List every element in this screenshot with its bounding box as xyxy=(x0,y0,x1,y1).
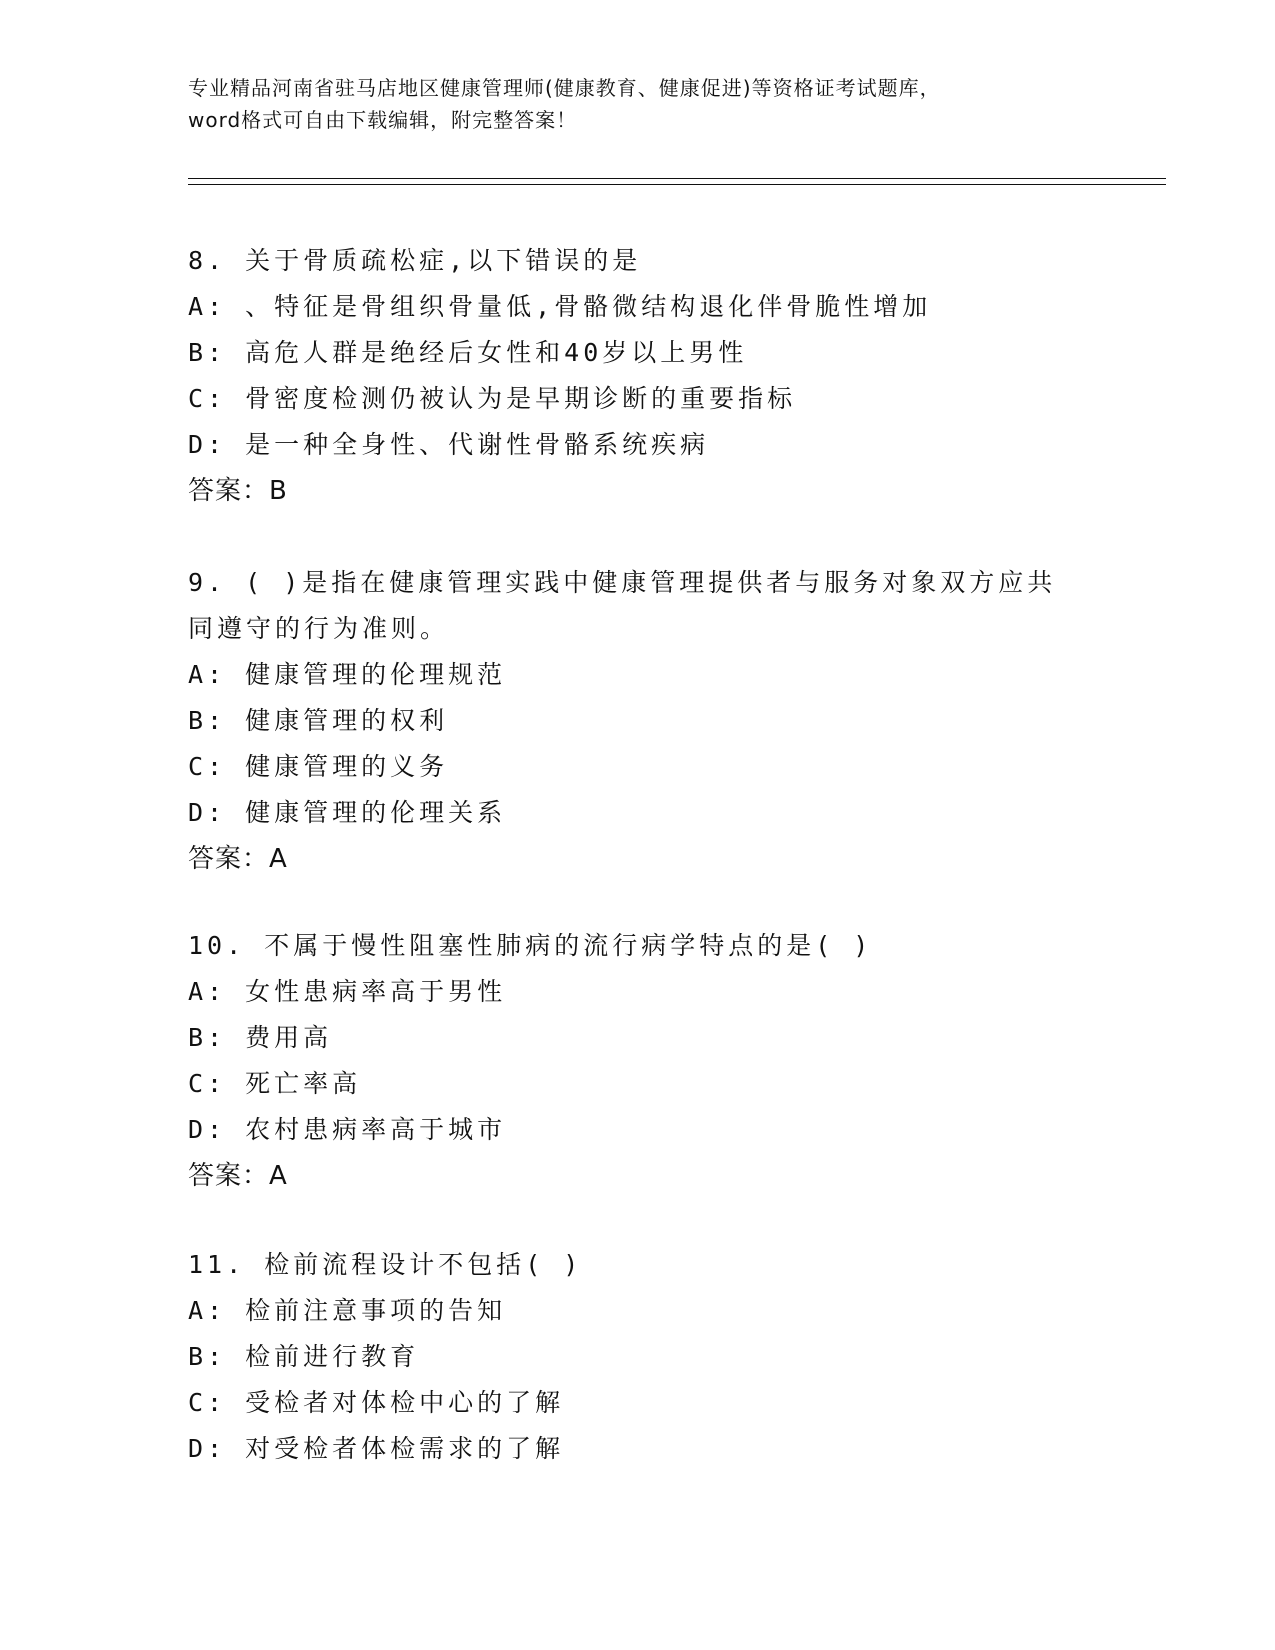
header-title-line-1: 专业精品河南省驻马店地区健康管理师(健康教育、健康促进)等资格证考试题库， xyxy=(188,76,941,100)
option-a: A: 检前注意事项的告知 xyxy=(188,1296,507,1325)
answer: 答案：A xyxy=(188,844,288,874)
header-title-line-2: word格式可自由下载编辑，附完整答案！ xyxy=(188,108,578,132)
option-d: D: 农村患病率高于城市 xyxy=(188,1115,507,1144)
option-a: A: 女性患病率高于男性 xyxy=(188,977,507,1006)
option-d: D: 是一种全身性、代谢性骨骼系统疾病 xyxy=(188,430,710,459)
option-c: C: 健康管理的义务 xyxy=(188,752,449,781)
question-9 xyxy=(188,560,1128,882)
option-c: C: 死亡率高 xyxy=(188,1069,362,1098)
option-d: D: 对受检者体检需求的了解 xyxy=(188,1434,565,1463)
option-b: B: 健康管理的权利 xyxy=(188,706,449,735)
question-stem-line-2: 同遵守的行为准则。 xyxy=(188,614,450,643)
question-stem: 11. 检前流程设计不包括( ) xyxy=(188,1250,583,1279)
question-stem-line-1: 9. ( )是指在健康管理实践中健康管理提供者与服务对象双方应共 xyxy=(188,568,1057,597)
question-11 xyxy=(188,1242,1128,1472)
question-stem: 8. 关于骨质疏松症,以下错误的是 xyxy=(188,246,642,275)
answer: 答案：A xyxy=(188,1161,288,1191)
header-divider-top xyxy=(188,178,1166,179)
question-10 xyxy=(188,923,1128,1199)
option-c: C: 受检者对体检中心的了解 xyxy=(188,1388,565,1417)
option-b: B: 检前进行教育 xyxy=(188,1342,420,1371)
option-b: B: 费用高 xyxy=(188,1023,333,1052)
question-stem: 10. 不属于慢性阻塞性肺病的流行病学特点的是( ) xyxy=(188,931,873,960)
option-b: B: 高危人群是绝经后女性和40岁以上男性 xyxy=(188,338,748,367)
header-divider-bottom xyxy=(188,184,1166,185)
document-header xyxy=(188,72,1088,136)
option-a: A: 健康管理的伦理规范 xyxy=(188,660,507,689)
option-c: C: 骨密度检测仍被认为是早期诊断的重要指标 xyxy=(188,384,797,413)
option-d: D: 健康管理的伦理关系 xyxy=(188,798,507,827)
answer: 答案：B xyxy=(188,476,288,506)
question-8 xyxy=(188,238,1128,514)
option-a: A: 、特征是骨组织骨量低,骨骼微结构退化伴骨脆性增加 xyxy=(188,292,932,321)
